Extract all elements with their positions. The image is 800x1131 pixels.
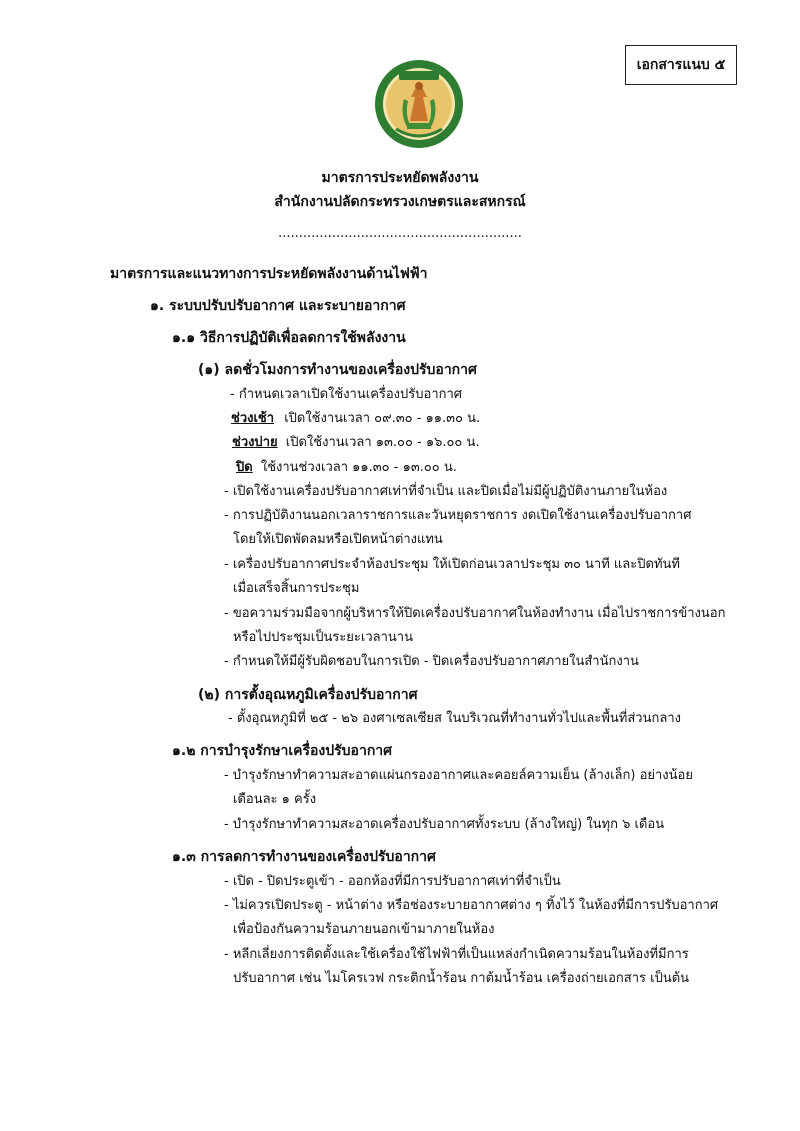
section-1-1-heading: ๑.๑ วิธีการปฏิบัติเพื่อลดการใช้พลังงาน <box>172 330 406 346</box>
item-1-heading: (๑) ลดชั่วโมงการทำงานของเครื่องปรับอากาศ <box>198 362 477 378</box>
section-1-3-heading: ๑.๓ การลดการทำงานของเครื่องปรับอากาศ <box>172 849 436 865</box>
item-1-bullet-5-line-2: หรือไปประชุมเป็นระยะเวลานาน <box>233 630 413 645</box>
item-1-bullet-4-line-1: - เครื่องปรับอากาศประจำห้องประชุม ให้เปิดก่อนเวลาประชุม ๓๐ นาที และปิดทันที <box>224 557 680 572</box>
morning-label: ช่วงเช้า <box>231 411 275 426</box>
attachment-label: เอกสารแนบ ๕ <box>636 57 726 73</box>
s13-bullet-1: - เปิด - ปิดประตูเข้า - ออกห้องที่มีการปรับอากาศเท่าที่จำเป็น <box>224 874 561 889</box>
item-1-bullet-1: - กำหนดเวลาเปิดใช้งานเครื่องปรับอากาศ <box>230 387 463 402</box>
item-1-bullet-5-line-1: - ขอความร่วมมือจากผู้บริหารให้ปิดเครื่องปรับอากาศในห้องทำงาน เมื่อไปราชการข้างนอก <box>224 606 726 621</box>
s13-bullet-2-line-2: เพื่อป้องกันความร้อนภายนอกเข้ามาภายในห้อง <box>233 922 495 937</box>
morning-text: เปิดใช้งานเวลา ๐๙.๓๐ - ๑๑.๓๐ น. <box>284 411 481 426</box>
section-1-2-heading: ๑.๒ การบำรุงรักษาเครื่องปรับอากาศ <box>172 743 393 759</box>
main-heading: มาตรการและแนวทางการประหยัดพลังงานด้านไฟฟ้า <box>110 266 428 282</box>
section-1-heading: ๑. ระบบปรับปรับอากาศ และระบายอากาศ <box>150 298 406 314</box>
item-1-bullet-4-line-2: เมื่อเสร็จสิ้นการประชุม <box>233 581 360 596</box>
afternoon-label: ช่วงบ่าย <box>232 435 278 450</box>
s12-bullet-2: - บำรุงรักษาทำความสะอาดเครื่องปรับอากาศทั้งระบบ (ล้างใหญ่) ในทุก ๖ เดือน <box>224 817 665 832</box>
item-2-heading: (๒) การตั้งอุณหภูมิเครื่องปรับอากาศ <box>198 687 418 703</box>
s12-bullet-1-line-1: - บำรุงรักษาทำความสะอาดแผ่นกรองอากาศและคอยล์ความเย็น (ล้างเล็ก) อย่างน้อย <box>224 768 693 783</box>
afternoon-schedule <box>232 434 480 452</box>
s13-bullet-3-line-2: ปรับอากาศ เช่น ไมโครเวฟ กระติกน้ำร้อน กาต้มน้ำร้อน เครื่องถ่ายเอกสาร เป็นต้น <box>233 971 690 986</box>
morning-schedule <box>231 410 480 428</box>
title-line-1: มาตรการประหยัดพลังงาน <box>321 170 479 186</box>
item-1-bullet-3-line-1: - การปฏิบัติงานนอกเวลาราชการและวันหยุดราชการ งดเปิดใช้งานเครื่องปรับอากาศ <box>224 508 692 523</box>
s13-bullet-2-line-1: - ไม่ควรเปิดประตู - หน้าต่าง หรือช่องระบายอากาศต่าง ๆ ทิ้งไว้ ในห้องที่มีการปรับอากาศ <box>224 898 719 913</box>
ministry-logo-icon <box>374 59 464 149</box>
s12-bullet-1-line-2: เดือนละ ๑ ครั้ง <box>233 792 317 807</box>
item-1-bullet-6: - กำหนดให้มีผู้รับผิดชอบในการเปิด - ปิดเครื่องปรับอากาศภายในสำนักงาน <box>224 654 639 669</box>
off-schedule <box>236 459 457 477</box>
off-label: ปิด <box>236 460 253 475</box>
title-line-2: สำนักงานปลัดกระทรวงเกษตรและสหกรณ์ <box>274 194 526 210</box>
afternoon-text: เปิดใช้งานเวลา ๑๓.๐๐ - ๑๖.๐๐ น. <box>285 435 480 450</box>
off-text: ใช้งานช่วงเวลา ๑๑.๓๐ - ๑๓.๐๐ น. <box>260 460 457 475</box>
item-1-bullet-3-line-2: โดยให้เปิดพัดลมหรือเปิดหน้าต่างแทน <box>233 532 443 547</box>
item-1-bullet-2: - เปิดใช้งานเครื่องปรับอากาศเท่าที่จำเป็น และปิดเมื่อไม่มีผู้ปฏิบัติงานภายในห้อง <box>224 484 668 499</box>
attachment-label-box <box>625 45 737 85</box>
s13-bullet-3-line-1: - หลีกเลี่ยงการติดตั้งและใช้เครื่องใช้ไฟฟ้าที่เป็นแหล่งกำเนิดความร้อนในห้องที่มีการ <box>224 947 689 962</box>
item-2-bullet-1: - ตั้งอุณหภูมิที่ ๒๕ - ๒๖ องศาเซลเซียส ในบริเวณที่ทำงานทั่วไปและพื้นที่ส่วนกลาง <box>228 711 681 726</box>
dotted-separator: ........................................................... <box>278 226 522 241</box>
